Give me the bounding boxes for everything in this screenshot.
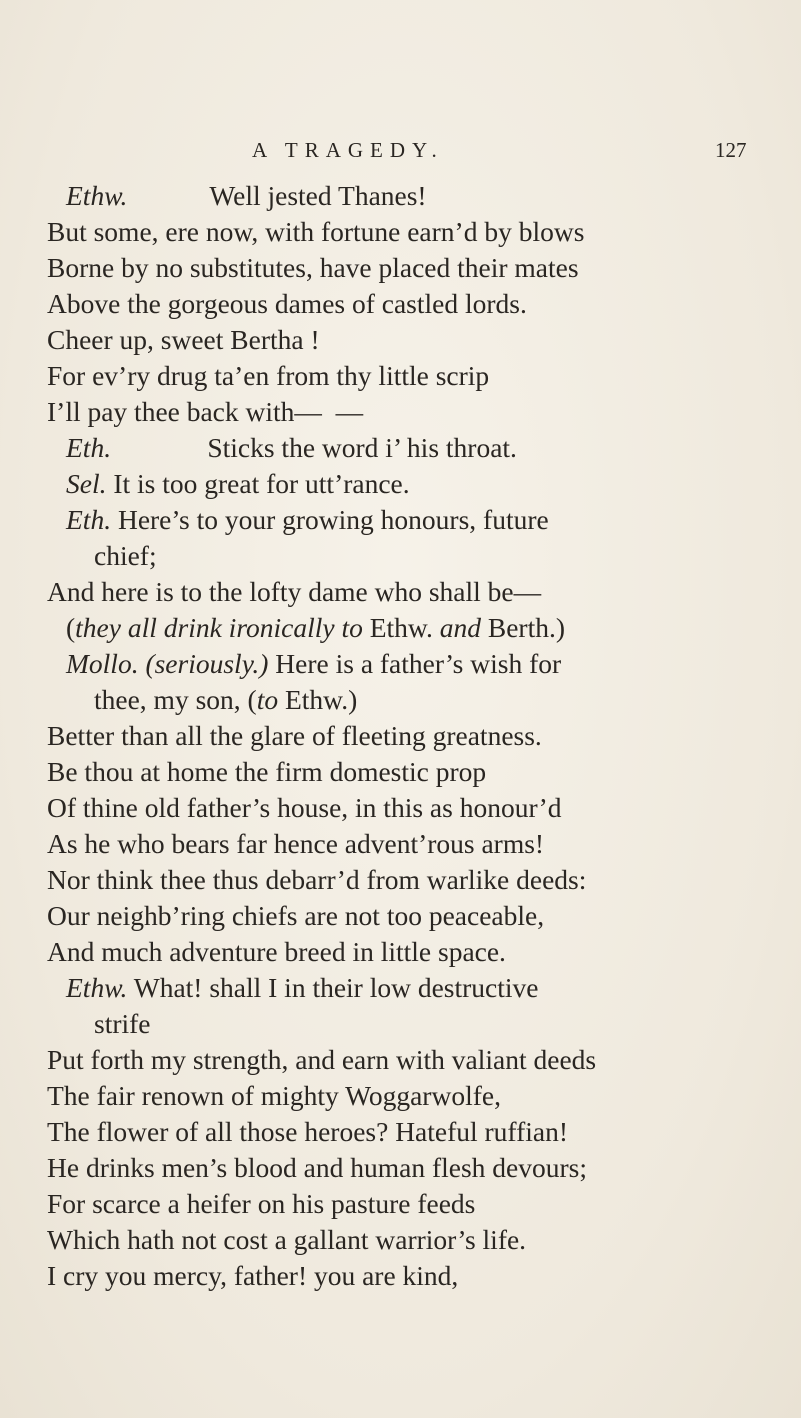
text-line xyxy=(47,1186,475,1222)
text-run: Well jested Thanes! xyxy=(127,180,427,211)
text-run: Put forth my strength, and earn with valiant deeds xyxy=(47,1044,597,1075)
text-line xyxy=(66,430,517,466)
text-run: Ethw.) xyxy=(278,684,358,715)
text-line xyxy=(47,826,544,862)
text-run: strife xyxy=(94,1008,151,1039)
text-run: What! shall I in their low destructive xyxy=(127,972,539,1003)
text-line xyxy=(47,718,542,754)
text-line xyxy=(94,682,357,718)
text-line xyxy=(66,466,410,502)
text-line xyxy=(47,358,489,394)
italic-run: Sel. xyxy=(66,468,107,499)
text-line xyxy=(47,1042,596,1078)
text-line xyxy=(47,1114,568,1150)
text-run: Of thine old father’s house, in this as honour’d xyxy=(47,792,562,823)
text-run: For ev’ry drug ta’en from thy little scrip xyxy=(47,360,490,391)
text-run: Ethw. xyxy=(362,612,440,643)
text-line xyxy=(66,970,539,1006)
text-run: Sticks the word i’ his throat. xyxy=(111,432,517,463)
text-line xyxy=(47,934,506,970)
text-run: Which hath not cost a gallant warrior’s life. xyxy=(47,1224,527,1255)
italic-run: Ethw. xyxy=(66,180,128,211)
text-run: Here is a father’s wish for xyxy=(268,648,562,679)
text-run: Above the gorgeous dames of castled lords. xyxy=(47,288,527,319)
text-run: It is too great for utt’rance. xyxy=(106,468,410,499)
text-line xyxy=(47,862,586,898)
running-title: A TRAGEDY. xyxy=(252,138,444,162)
text-run: The flower of all those heroes? Hateful ruffian! xyxy=(47,1116,569,1147)
text-line xyxy=(47,1150,587,1186)
text-run: I’ll pay thee back with— — xyxy=(47,396,364,427)
text-line xyxy=(47,754,486,790)
italic-run: Eth. xyxy=(66,504,112,535)
text-line xyxy=(66,502,549,538)
text-line xyxy=(47,1258,458,1294)
text-line xyxy=(47,898,544,934)
text-line xyxy=(66,610,565,646)
text-line xyxy=(94,1006,151,1042)
text-run: Cheer up, sweet Bertha ! xyxy=(47,324,320,355)
text-run: But some, ere now, with fortune earn’d by blows xyxy=(47,216,585,247)
text-line xyxy=(47,214,584,250)
text-line xyxy=(47,574,541,610)
text-line xyxy=(47,790,562,826)
text-run: Better than all the glare of fleeting greatness. xyxy=(47,720,542,751)
text-line xyxy=(47,322,320,358)
text-line xyxy=(47,394,363,430)
italic-run: and xyxy=(439,612,481,643)
text-line xyxy=(47,286,527,322)
text-line xyxy=(66,178,427,214)
text-line xyxy=(47,1222,526,1258)
text-run: chief; xyxy=(94,540,157,571)
text-run: ( xyxy=(66,612,76,643)
text-run: I cry you mercy, father! you are kind, xyxy=(47,1260,459,1291)
text-run: Nor think thee thus debarr’d from warlike deeds: xyxy=(47,864,587,895)
text-line xyxy=(47,250,579,286)
italic-run: Ethw. xyxy=(66,972,128,1003)
italic-run: they all drink ironically to xyxy=(75,612,363,643)
italic-run: Mollo. (seriously.) xyxy=(66,648,269,679)
text-run: And much adventure breed in little space. xyxy=(47,936,506,967)
text-run: Berth.) xyxy=(481,612,566,643)
text-line xyxy=(94,538,157,574)
text-run: For scarce a heifer on his pasture feeds xyxy=(47,1188,476,1219)
text-run: Be thou at home the firm domestic prop xyxy=(47,756,487,787)
text-run: The fair renown of mighty Woggarwolfe, xyxy=(47,1080,501,1111)
text-line xyxy=(66,646,561,682)
text-run: Our neighb’ring chiefs are not too peaceable, xyxy=(47,900,545,931)
text-run: As he who bears far hence advent’rous arms! xyxy=(47,828,545,859)
page-header xyxy=(0,138,801,168)
text-run: thee, my son, ( xyxy=(94,684,257,715)
text-run: He drinks men’s blood and human flesh devours; xyxy=(47,1152,587,1183)
italic-run: to xyxy=(256,684,279,715)
text-run: And here is to the lofty dame who shall be— xyxy=(47,576,542,607)
text-line xyxy=(47,1078,501,1114)
text-run: Borne by no substitutes, have placed their mates xyxy=(47,252,579,283)
italic-run: Eth. xyxy=(66,432,112,463)
page-number: 127 xyxy=(715,138,747,162)
text-run: Here’s to your growing honours, future xyxy=(111,504,549,535)
